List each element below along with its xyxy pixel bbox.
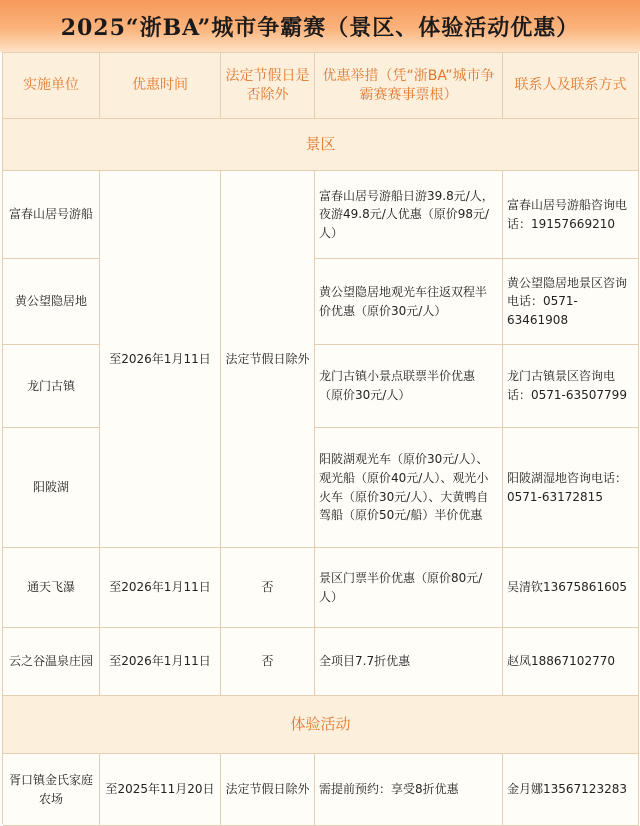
table-row-offer: 全项目7.7折优惠 (315, 628, 503, 696)
table-row-unit: 阳陂湖 (3, 428, 100, 548)
table-row-offer: 阳陂湖观光车（原价30元/人）、观光船（原价40元/人）、观光小火车（原价30元/人）、大黄鸭自驾船（原价50元/船）半价优惠 (315, 428, 503, 548)
section-experience: 体验活动 (3, 696, 639, 754)
page-title: 2025“浙BA”城市争霸赛（景区、体验活动优惠） (0, 0, 640, 52)
table-row-holiday: 否 (221, 548, 315, 628)
table-row-unit: 黄公望隐居地 (3, 259, 100, 345)
header-holiday: 法定节假日是否除外 (221, 53, 315, 119)
header-time: 优惠时间 (100, 53, 221, 119)
table-row-offer: 景区门票半价优惠（原价80元/人） (315, 548, 503, 628)
table-row-offer: 龙门古镇小景点联票半价优惠（原价30元/人） (315, 345, 503, 428)
table-row-contact: 金月娜13567123283 (503, 754, 639, 826)
table-row-holiday: 否 (221, 628, 315, 696)
table-row-time: 至2026年1月11日 (100, 548, 221, 628)
section-scenic: 景区 (3, 119, 639, 171)
header-contact: 联系人及联系方式 (503, 53, 639, 119)
table-row-contact: 吴清钦13675861605 (503, 548, 639, 628)
table-row-unit: 云之谷温泉庄园 (3, 628, 100, 696)
offers-table (2, 52, 638, 824)
table-row-offer: 富春山居号游船日游39.8元/人，夜游49.8元/人优惠（原价98元/人） (315, 171, 503, 259)
table-row-unit: 胥口镇金氏家庭农场 (3, 754, 100, 826)
scenic-group-time: 至2026年1月11日 (100, 171, 221, 548)
header-offer: 优惠举措（凭“浙BA”城市争霸赛赛事票根） (315, 53, 503, 119)
table-row-contact: 阳陂湖湿地咨询电话：0571-63172815 (503, 428, 639, 548)
table-row-unit: 富春山居号游船 (3, 171, 100, 259)
table-row-holiday: 法定节假日除外 (221, 754, 315, 826)
header-unit: 实施单位 (3, 53, 100, 119)
table-row-contact: 赵凤18867102770 (503, 628, 639, 696)
scenic-group-holiday: 法定节假日除外 (221, 171, 315, 548)
table-row-contact: 龙门古镇景区咨询电话：0571-63507799 (503, 345, 639, 428)
table-row-contact: 富春山居号游船咨询电话：19157669210 (503, 171, 639, 259)
table-row-offer: 黄公望隐居地观光车往返双程半价优惠（原价30元/人） (315, 259, 503, 345)
table-row-time: 至2025年11月20日 (100, 754, 221, 826)
table-row-offer: 需提前预约：享受8折优惠 (315, 754, 503, 826)
table-row-time: 至2026年1月11日 (100, 628, 221, 696)
table-row-unit: 通天飞瀑 (3, 548, 100, 628)
table-row-contact: 黄公望隐居地景区咨询电话：0571-63461908 (503, 259, 639, 345)
table-row-unit: 龙门古镇 (3, 345, 100, 428)
